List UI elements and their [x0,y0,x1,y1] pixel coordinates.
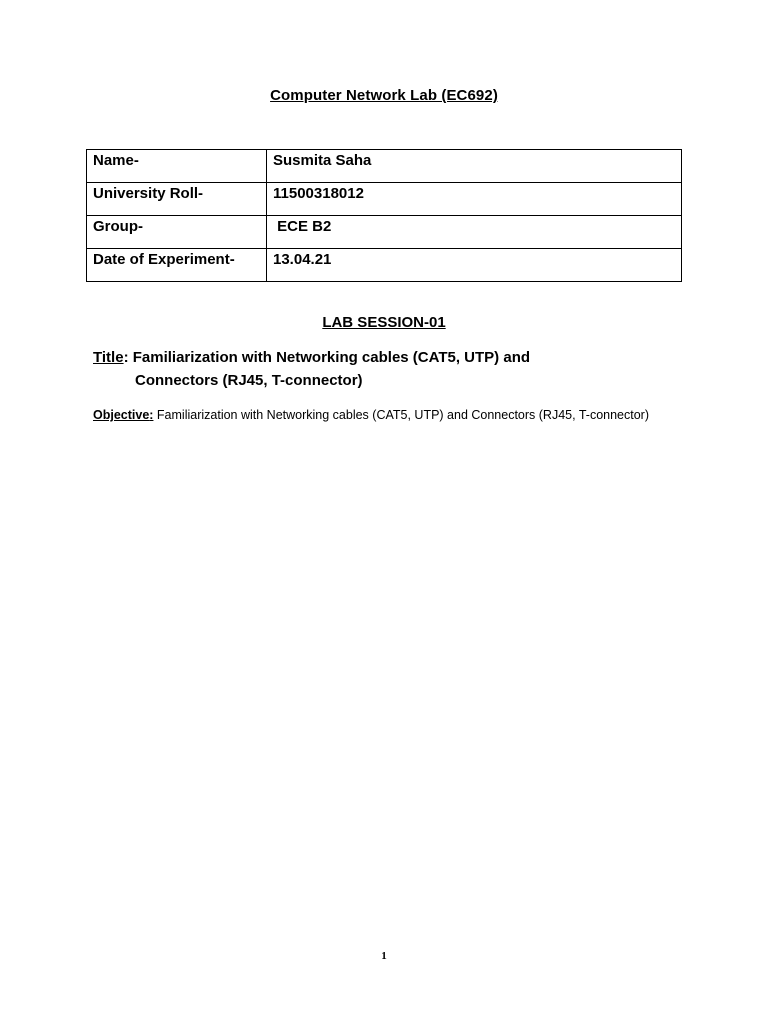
university-roll-value: 11500318012 [267,183,682,216]
date-of-experiment-value: 13.04.21 [267,249,682,282]
title-text-line-1: : Familiarization with Networking cables (CAT5, UTP) and [123,349,531,366]
table-row [87,249,682,282]
page-number: 1 [381,950,387,962]
title-text-line-2: Connectors (RJ45, T-connector) [135,372,363,389]
table-row [87,216,682,249]
objective-key-label: Objective [93,408,150,422]
student-info-table [86,149,682,282]
university-roll-label: University Roll- [87,183,267,216]
group-label: Group- [87,216,267,249]
title-line-1 [93,346,693,369]
objective-paragraph [93,407,671,423]
table-row [87,150,682,183]
objective-text: Familiarization with Networking cables (CAT5, UTP) and Connectors (RJ45, T-connector) [153,408,650,422]
objective-key [93,408,153,422]
name-value: Susmita Saha [267,150,682,183]
document-heading: Computer Network Lab (EC692) [270,87,498,104]
name-label: Name- [87,150,267,183]
objective-key-colon: : [149,408,154,422]
title-key: Title [93,349,124,366]
table-row [87,183,682,216]
group-value: ECE B2 [267,216,682,249]
lab-session-heading: LAB SESSION-01 [322,314,446,331]
experiment-title [93,346,693,392]
date-of-experiment-label: Date of Experiment- [87,249,267,282]
